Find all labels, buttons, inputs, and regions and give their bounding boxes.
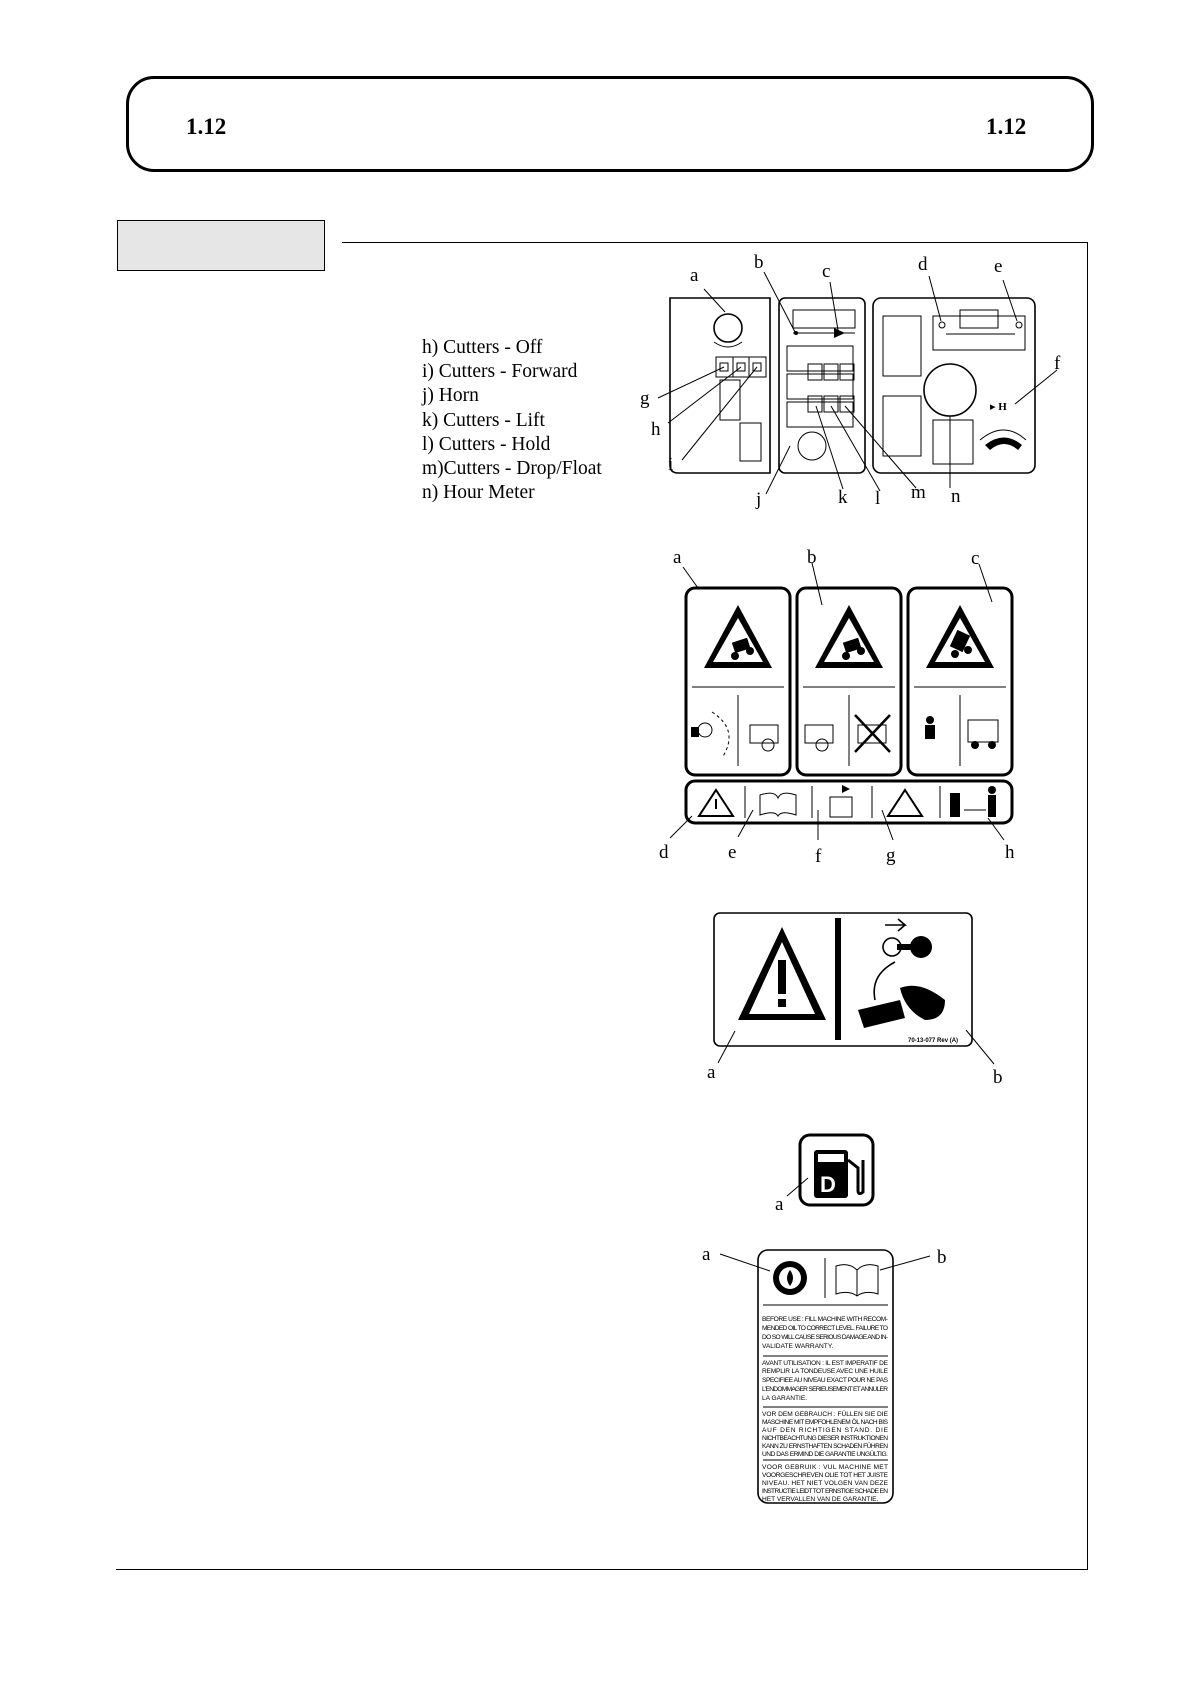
decal-label-h: h	[1005, 842, 1015, 863]
horn-button	[798, 432, 826, 460]
hour-meter	[924, 364, 976, 416]
fuel-letter: D	[820, 1172, 836, 1197]
panel-label-c: c	[822, 261, 831, 282]
svg-text:BEFORE USE : FILL MACHINE WITH: BEFORE USE : FILL MACHINE WITH RECOM-	[762, 1316, 888, 1323]
svg-text:REMPLIR LA TONDEUSE AVEC UNE H: REMPLIR LA TONDEUSE AVEC UNE HUILE	[762, 1368, 888, 1375]
svg-text:LA GARANTIE.: LA GARANTIE.	[762, 1395, 808, 1402]
svg-text:AUF DEN RICHTIGEN STAND. DIE: AUF DEN RICHTIGEN STAND. DIE	[762, 1427, 888, 1434]
legend-item-l: l) Cutters - Hold	[422, 433, 551, 455]
middle-panel-outline	[779, 298, 865, 473]
legend-item-n: n) Hour Meter	[422, 482, 535, 504]
oil-text-nl	[762, 1464, 889, 1503]
svg-text:NICHTBEACHTUNG DIESER INSTRUKT: NICHTBEACHTUNG DIESER INSTRUKTIONEN	[762, 1435, 888, 1442]
legend-item-i: i) Cutters - Forward	[422, 361, 578, 383]
svg-text:HET VERVALLEN VAN DE GARANTIE.: HET VERVALLEN VAN DE GARANTIE.	[762, 1496, 879, 1503]
panel-label-g: g	[640, 388, 650, 409]
legend-item-j: j) Horn	[422, 385, 479, 407]
panel-label-m: m	[911, 482, 926, 503]
svg-text:VOORGESCHREVEN OLIE TOT HET JU: VOORGESCHREVEN OLIE TOT HET JUISTE	[762, 1472, 888, 1479]
panel-label-a: a	[690, 265, 699, 286]
throttle-knob	[714, 314, 742, 342]
panel-label-f: f	[1054, 353, 1061, 374]
svg-text:L'ENDOMMAGER SERIEUSEMENT ET A: L'ENDOMMAGER SERIEUSEMENT ET ANNULER	[762, 1386, 888, 1393]
svg-text:VOR DEM GEBRAUCH : FÜLLEN SIE: VOR DEM GEBRAUCH : FÜLLEN SIE DIE	[762, 1411, 888, 1418]
decal-label-g: g	[886, 845, 896, 866]
key-decal-part-number: 70-13-077 Rev (A)	[908, 1038, 959, 1044]
decal-label-b: b	[807, 547, 817, 568]
oil-label-b: b	[937, 1247, 947, 1268]
legend-item-m: m)Cutters - Drop/Float	[422, 458, 602, 480]
panel-label-e: e	[994, 256, 1003, 277]
control-panel-figure	[640, 252, 1061, 510]
svg-text:KANN ZU ERNSTHAFTEN SCHADEN FÜ: KANN ZU ERNSTHAFTEN SCHADEN FÜHREN	[762, 1443, 888, 1450]
legend-item-k: k) Cutters - Lift	[422, 409, 545, 431]
svg-text:AVANT UTILISATION : IL EST IMP: AVANT UTILISATION : IL EST IMPERATIF DE	[762, 1360, 888, 1367]
decal-label-f: f	[815, 846, 822, 867]
panel-label-k: k	[838, 487, 848, 508]
svg-text:MENDED OIL TO CORRECT LEVEL. F: MENDED OIL TO CORRECT LEVEL. FAILURE TO	[762, 1325, 888, 1332]
section-number-right: 1.12	[986, 114, 1027, 139]
fuel-decal-figure	[775, 1135, 873, 1215]
panel-label-l: l	[875, 488, 881, 509]
key-decal-figure	[707, 913, 1003, 1088]
decal-label-d: d	[659, 842, 669, 863]
panel-label-n: n	[951, 486, 961, 507]
panel-label-j: j	[756, 489, 762, 510]
panel-label-d: d	[918, 254, 928, 275]
oil-text-en	[762, 1316, 888, 1350]
key-label-b: b	[993, 1067, 1003, 1088]
svg-text:VOOR GEBRUIK : VUL MACHINE MET: VOOR GEBRUIK : VUL MACHINE MET	[762, 1464, 888, 1471]
svg-text:INSTRUCTIE LEIDT TOT ERNSTIGE: INSTRUCTIE LEIDT TOT ERNSTIGE SCHADE EN	[762, 1488, 888, 1495]
oil-text-de	[762, 1410, 889, 1458]
legend-item-h: h) Cutters - Off	[422, 337, 543, 358]
svg-text:MASCHINE MIT EMPFOHLENEM ÖL NA: MASCHINE MIT EMPFOHLENEM ÖL NACH BIS	[762, 1419, 888, 1426]
svg-text:VALIDATE WARRANTY.: VALIDATE WARRANTY.	[762, 1343, 834, 1350]
panel-label-h: h	[651, 419, 661, 440]
decal-label-c: c	[971, 548, 980, 569]
right-panel-outline	[873, 298, 1035, 473]
oil-decal-figure	[702, 1244, 947, 1503]
key-label-a: a	[707, 1062, 716, 1083]
decal-label-e: e	[728, 842, 737, 863]
key-decal-outline	[714, 913, 972, 1046]
svg-text:DO SO WILL CAUSE SERIOUS DAMAG: DO SO WILL CAUSE SERIOUS DAMAGE AND IN-	[762, 1334, 888, 1341]
oil-text-fr	[762, 1360, 889, 1402]
decal-label-a: a	[673, 547, 682, 568]
svg-text:▸ H: ▸ H	[990, 401, 1007, 413]
panel-label-b: b	[754, 252, 764, 273]
panel-label-i: i	[668, 454, 674, 475]
svg-text:SPECIFIEE AU NIVEAU EXACT POUR: SPECIFIEE AU NIVEAU EXACT POUR NE PAS	[762, 1377, 888, 1384]
oil-label-a: a	[702, 1244, 711, 1265]
svg-text:UND DAS ERMIND DIE GARANTIE UN: UND DAS ERMIND DIE GARANTIE UNGÜLTIG.	[762, 1451, 888, 1458]
section-number-left: 1.12	[186, 114, 227, 139]
warning-decals-figure	[659, 547, 1015, 867]
svg-text:NIVEAU. HET NIET VOLGEN VAN DE: NIVEAU. HET NIET VOLGEN VAN DEZE	[762, 1480, 888, 1487]
fuel-label-a: a	[775, 1194, 784, 1215]
